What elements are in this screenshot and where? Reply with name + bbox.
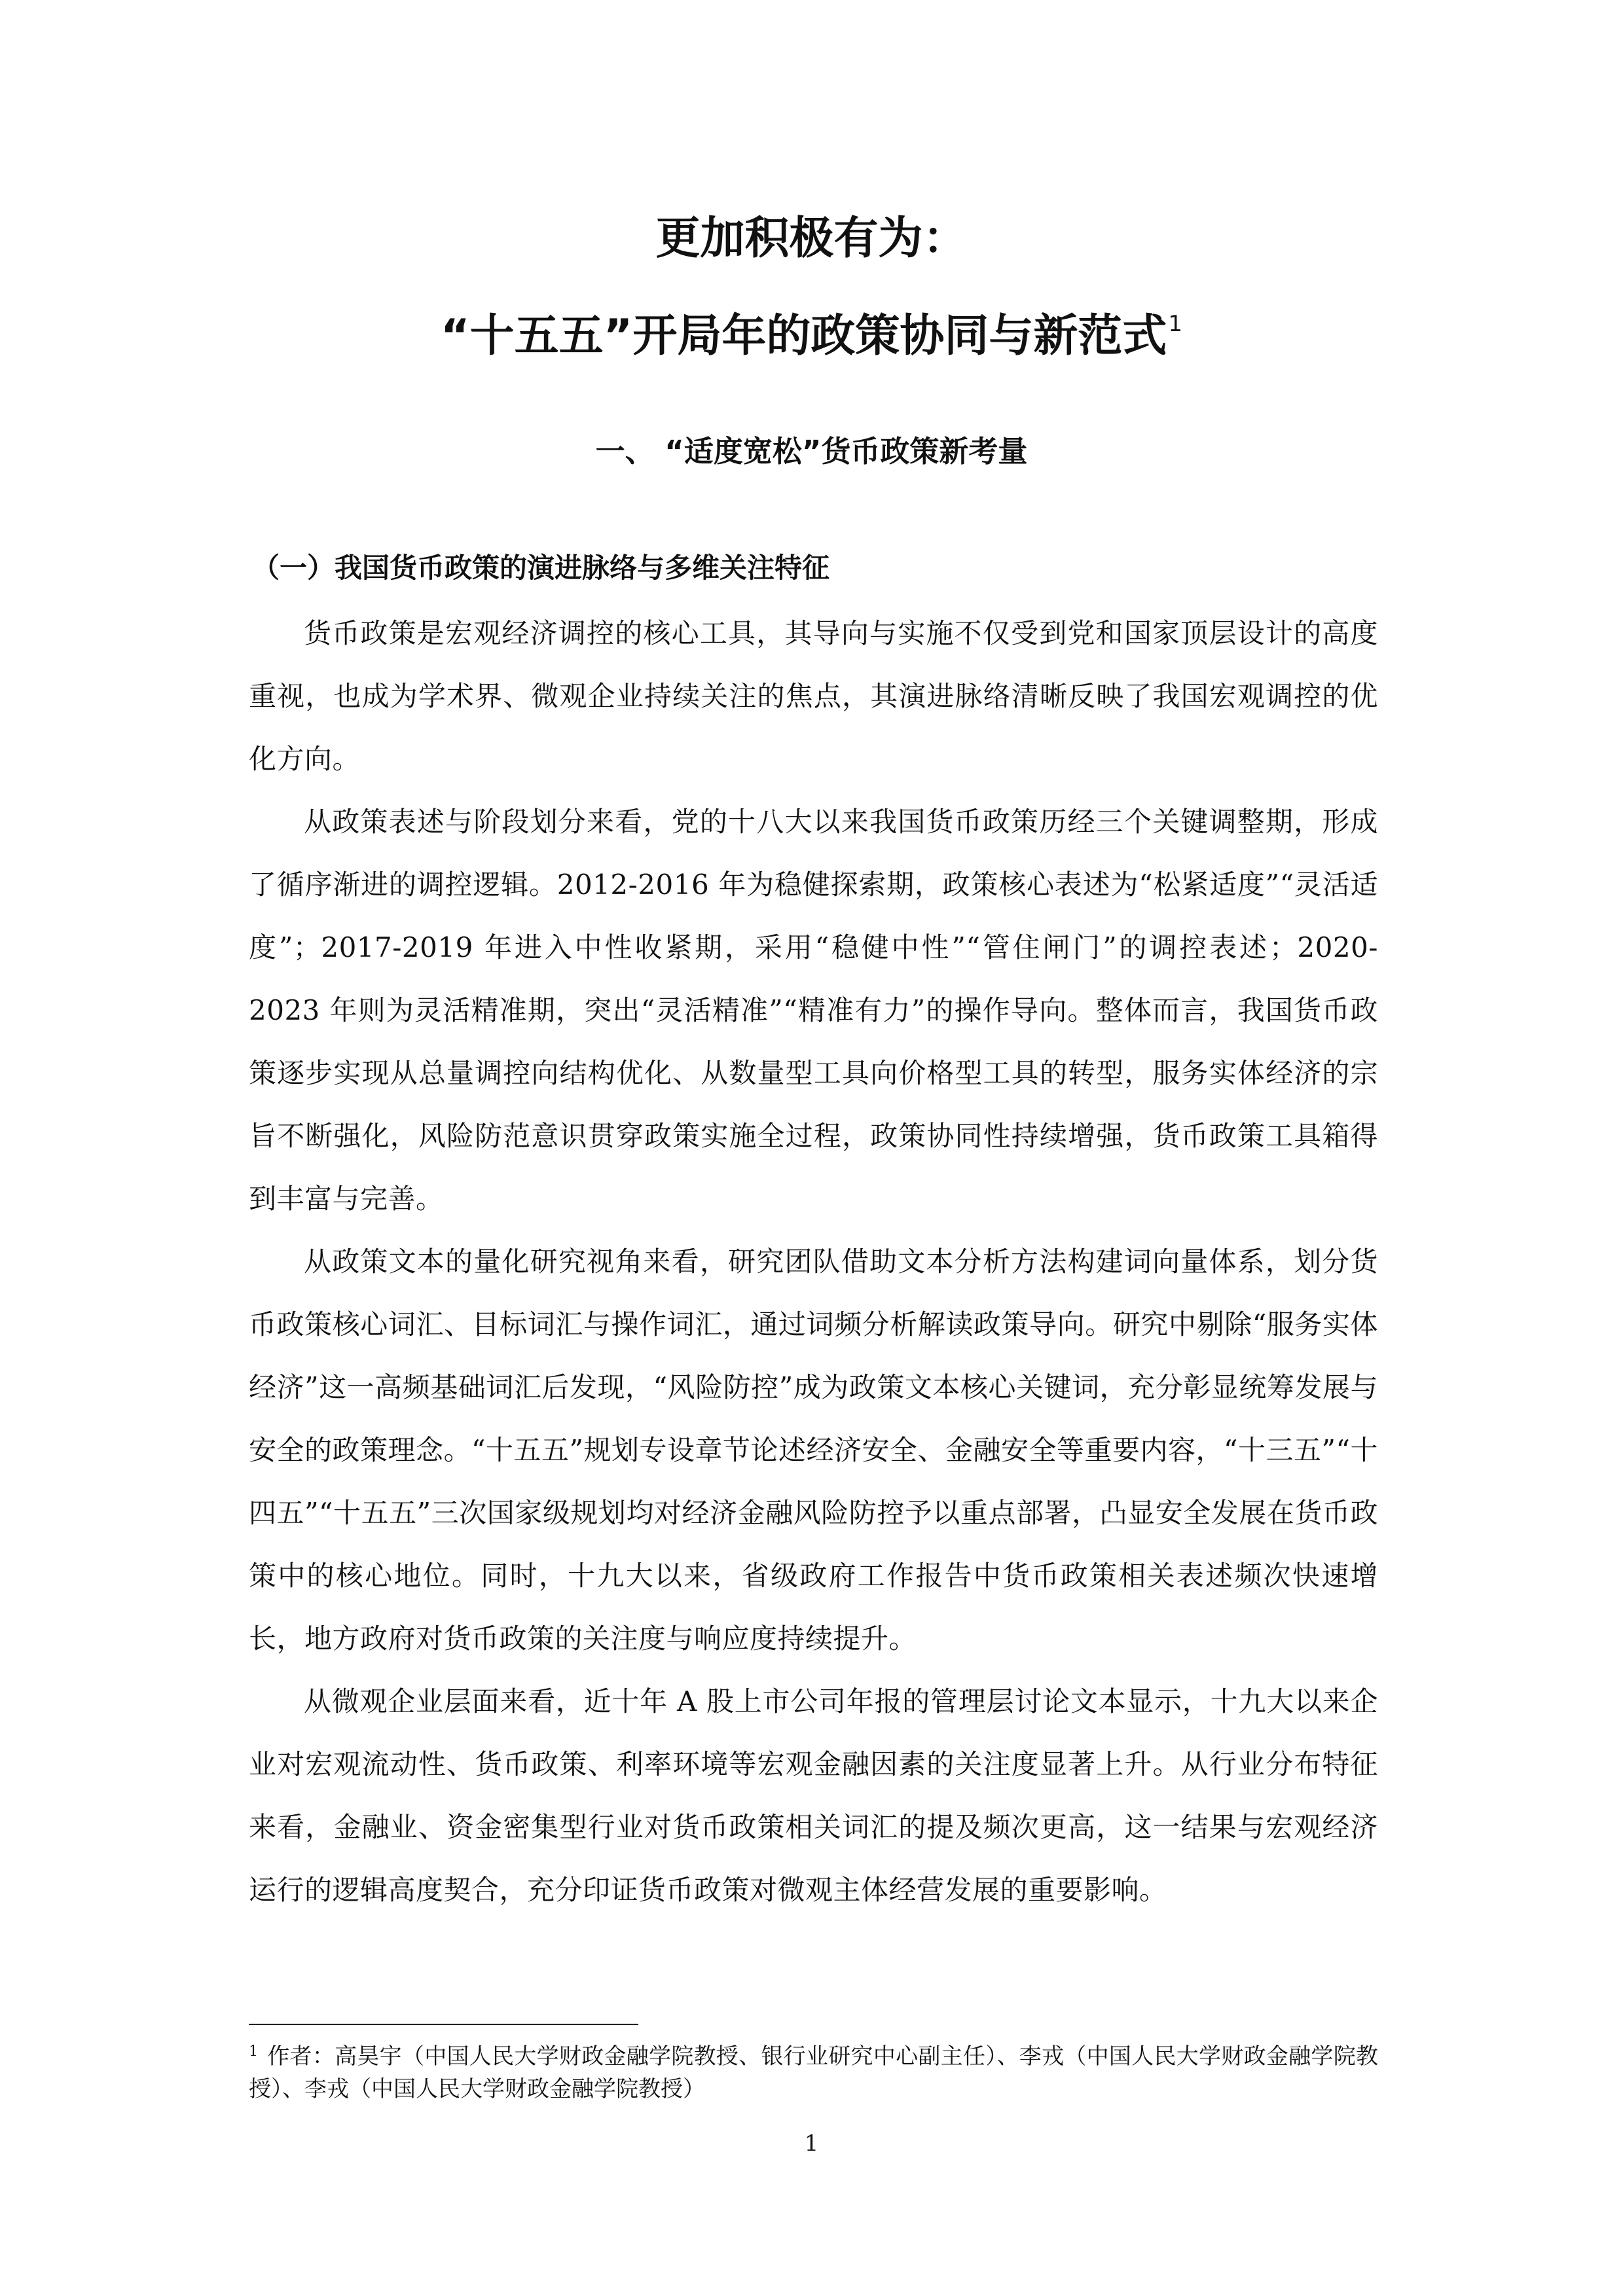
title-line-2-text: “十五五”开局年的政策协同与新范式 (440, 310, 1167, 362)
body-paragraph-1: 货币政策是宏观经济调控的核心工具，其导向与实施不仅受到党和国家顶层设计的高度重视，也成为学术界、微观企业持续关注的焦点，其演进脉络清晰反映了我国宏观调控的优化方向。 (249, 617, 1378, 775)
page-number: 1 (804, 2130, 819, 2157)
footnote-divider (249, 2024, 638, 2025)
subheading: （一）我国货币政策的演进脉络与多维关注特征 (252, 552, 830, 584)
footnote-text: 作者：高昊宇（中国人民大学财政金融学院教授、银行业研究中心副主任）、李戎（中国人民大学财政金融学院教授）、李戎（中国人民大学财政金融学院教授） (249, 2043, 1378, 2102)
title-footnote-mark[interactable]: 1 (1168, 311, 1183, 337)
title-line-1-text: 更加积极有为： (655, 213, 968, 264)
footnote (249, 2036, 1378, 2106)
footnote-mark: 1 (249, 2043, 258, 2060)
section-heading: 一、 “适度宽松”货币政策新考量 (595, 434, 1028, 469)
title-line-1 (0, 209, 1623, 268)
body-paragraph-3: 从政策文本的量化研究视角来看，研究团队借助文本分析方法构建词向量体系，划分货币政策核心词汇、目标词汇与操作词汇，通过词频分析解读政策导向。研究中剔除“服务实体经济”这一高频基础词汇后发现，“风险防控”成为政策文本核心关键词，充分彰显统筹发展与安全的政策理念。“十五五”规划专设章节论述经济安全、金融安全等重要内容，“十三五”“十四五”“十五五”三次国家级规划均对经济金融风险防控予以重点部署，凸显安全发展在货币政策中的核心地位。同时，十九大以来，省级政府工作报告中货币政策相关表述频次快速增长，地方政府对货币政策的关注度与响应度持续提升。 (249, 1246, 1378, 1655)
title-line-2 (0, 295, 1623, 366)
body-paragraph-2: 从政策表述与阶段划分来看，党的十八大以来我国货币政策历经三个关键调整期，形成了循序渐进的调控逻辑。2012-2016 年为稳健探索期，政策核心表述为“松紧适度”“灵活适度”；2017-2019 年进入中性收紧期，采用“稳健中性”“管住闸门”的调控表述；2020-2023 年则为灵活精准期，突出“灵活精准”“精准有力”的操作导向。整体而言，我国货币政策逐步实现从总量调控向结构优化、从数量型工具向价格型工具的转型，服务实体经济的宗旨不断强化，风险防范意识贯穿政策实施全过程，政策协同性持续增强，货币政策工具箱得到丰富与完善。 (249, 806, 1378, 1215)
body-paragraph-4: 从微观企业层面来看，近十年 A 股上市公司年报的管理层讨论文本显示，十九大以来企业对宏观流动性、货币政策、利率环境等宏观金融因素的关注度显著上升。从行业分布特征来看，金融业、资金密集型行业对货币政策相关词汇的提及频次更高，这一结果与宏观经济运行的逻辑高度契合，充分印证货币政策对微观主体经营发展的重要影响。 (249, 1685, 1378, 1906)
